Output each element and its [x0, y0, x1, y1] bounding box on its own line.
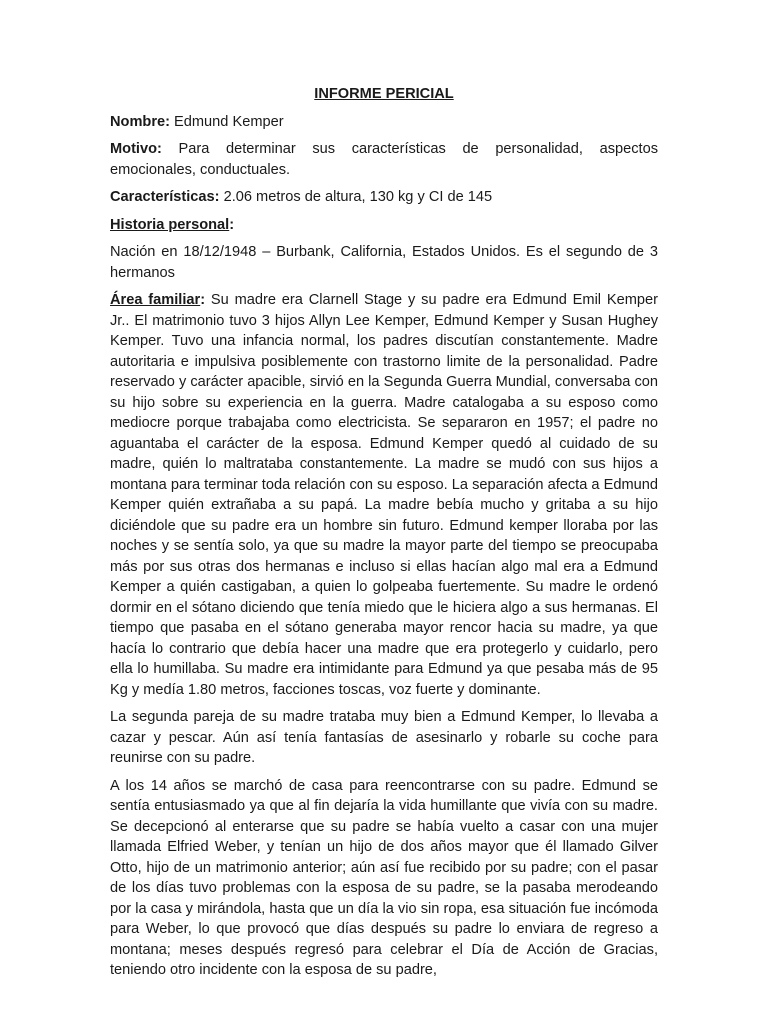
segunda-pareja-paragraph: La segunda pareja de su madre trataba muy bien a Edmund Kemper, lo llevaba a cazar y pescar. Aún así tenía fantasías de asesinarlo y robarle su coche para reunirse con su padre. — [110, 709, 658, 766]
nombre-line — [110, 112, 658, 133]
motivo-label: Motivo: — [110, 141, 162, 157]
historia-heading — [110, 215, 658, 236]
nacion-paragraph: Nación en 18/12/1948 – Burbank, California, Estados Unidos. Es el segundo de 3 hermanos — [110, 244, 658, 281]
area-familiar-paragraph — [110, 290, 658, 700]
caracteristicas-value: 2.06 metros de altura, 130 kg y CI de 145 — [219, 189, 493, 205]
historia-colon: : — [229, 216, 235, 233]
nombre-label: Nombre: — [110, 113, 170, 130]
historia-label: Historia personal — [110, 216, 230, 233]
area-familiar-colon: : — [200, 292, 206, 308]
caracteristicas-label: Características: — [110, 189, 220, 205]
motivo-line — [110, 139, 658, 180]
area-familiar-text: Su madre era Clarnell Stage y su padre era Edmund Emil Kemper Jr.. El matrimonio tuvo 3 hijos Allyn Lee Kemper, Edmund Kemper y Susan Hughey Kemper. Tuvo una infancia normal, los padres discutían constantemente. Madre autoritaria e impulsiva posiblemente con trastorno limite de la personalidad. Padre reservado y carácter apacible, sirvió en la Segunda Guerra Mundial, conversaba con su hijo sobre su experiencia en la guerra. Madre catalogaba a su esposo como mediocre porque trabajaba como electricista. Se separaron en 1957; el padre no aguantaba el carácter de la esposa. Edmund Kemper quedó al cuidado de su madre, quién lo maltrataba constantemente. La madre se mudó con sus hijos a montana para terminar toda relación con su esposo. La separación afecta a Edmund Kemper quién extrañaba a su papá. La madre bebía mucho y gritaba a su hijo diciéndole que su padre era un hombre sin futuro. Edmund kemper lloraba por las noches y se sentía solo, ya que su madre la mayor parte del tiempo se preocupaba más por sus otras dos hermanas e incluso si ellas hacían algo mal era a Edmund Kemper a quién castigaban, a quien lo golpeaba fuertemente. Su madre le ordenó dormir en el sótano diciendo que tenía miedo que le hiciera algo a sus hermanas. El tiempo que pasaba en el sótano generaba mayor rencor hacia su madre, ya que hacía lo contrario que debía hacer una madre que era protegerlo y cuidarlo, pero ella lo humillaba. Su madre era intimidante para Edmund ya que pesaba más de 95 Kg y medía 1.80 metros, facciones toscas, voz fuerte y dominante. — [110, 292, 658, 698]
caracteristicas-line — [110, 187, 658, 208]
nombre-value: Edmund Kemper — [170, 113, 284, 130]
area-familiar-label: Área familiar — [110, 292, 201, 308]
motivo-value: Para determinar sus características de personalidad, aspectos emocionales, conductuales. — [110, 141, 658, 178]
document-title: INFORME PERICIAL — [314, 86, 454, 102]
catorce-anos-paragraph: A los 14 años se marchó de casa para reencontrarse con su padre. Edmund se sentía entusiasmado ya que al fin dejaría la vida humillante que vivía con su madre. Se decepcionó al enterarse que su padre se había vuelto a casar con una mujer llamada Elfried Weber, y tenían un hijo de dos años mayor que él llamado Gilver Otto, hijo de un matrimonio anterior; aún así fue recibido por su padre; con el pasar de los días tuvo problemas con la esposa de su padre, se la pasaba merodeando por la casa y mirándola, hasta que un día la vio sin ropa, esa situación fue incómoda para Weber, lo que provocó que días después su padre lo enviara de regreso a montana; meses después regresó para celebrar el Día de Acción de Gracias, teniendo otro incidente con la esposa de su padre, — [110, 777, 658, 978]
